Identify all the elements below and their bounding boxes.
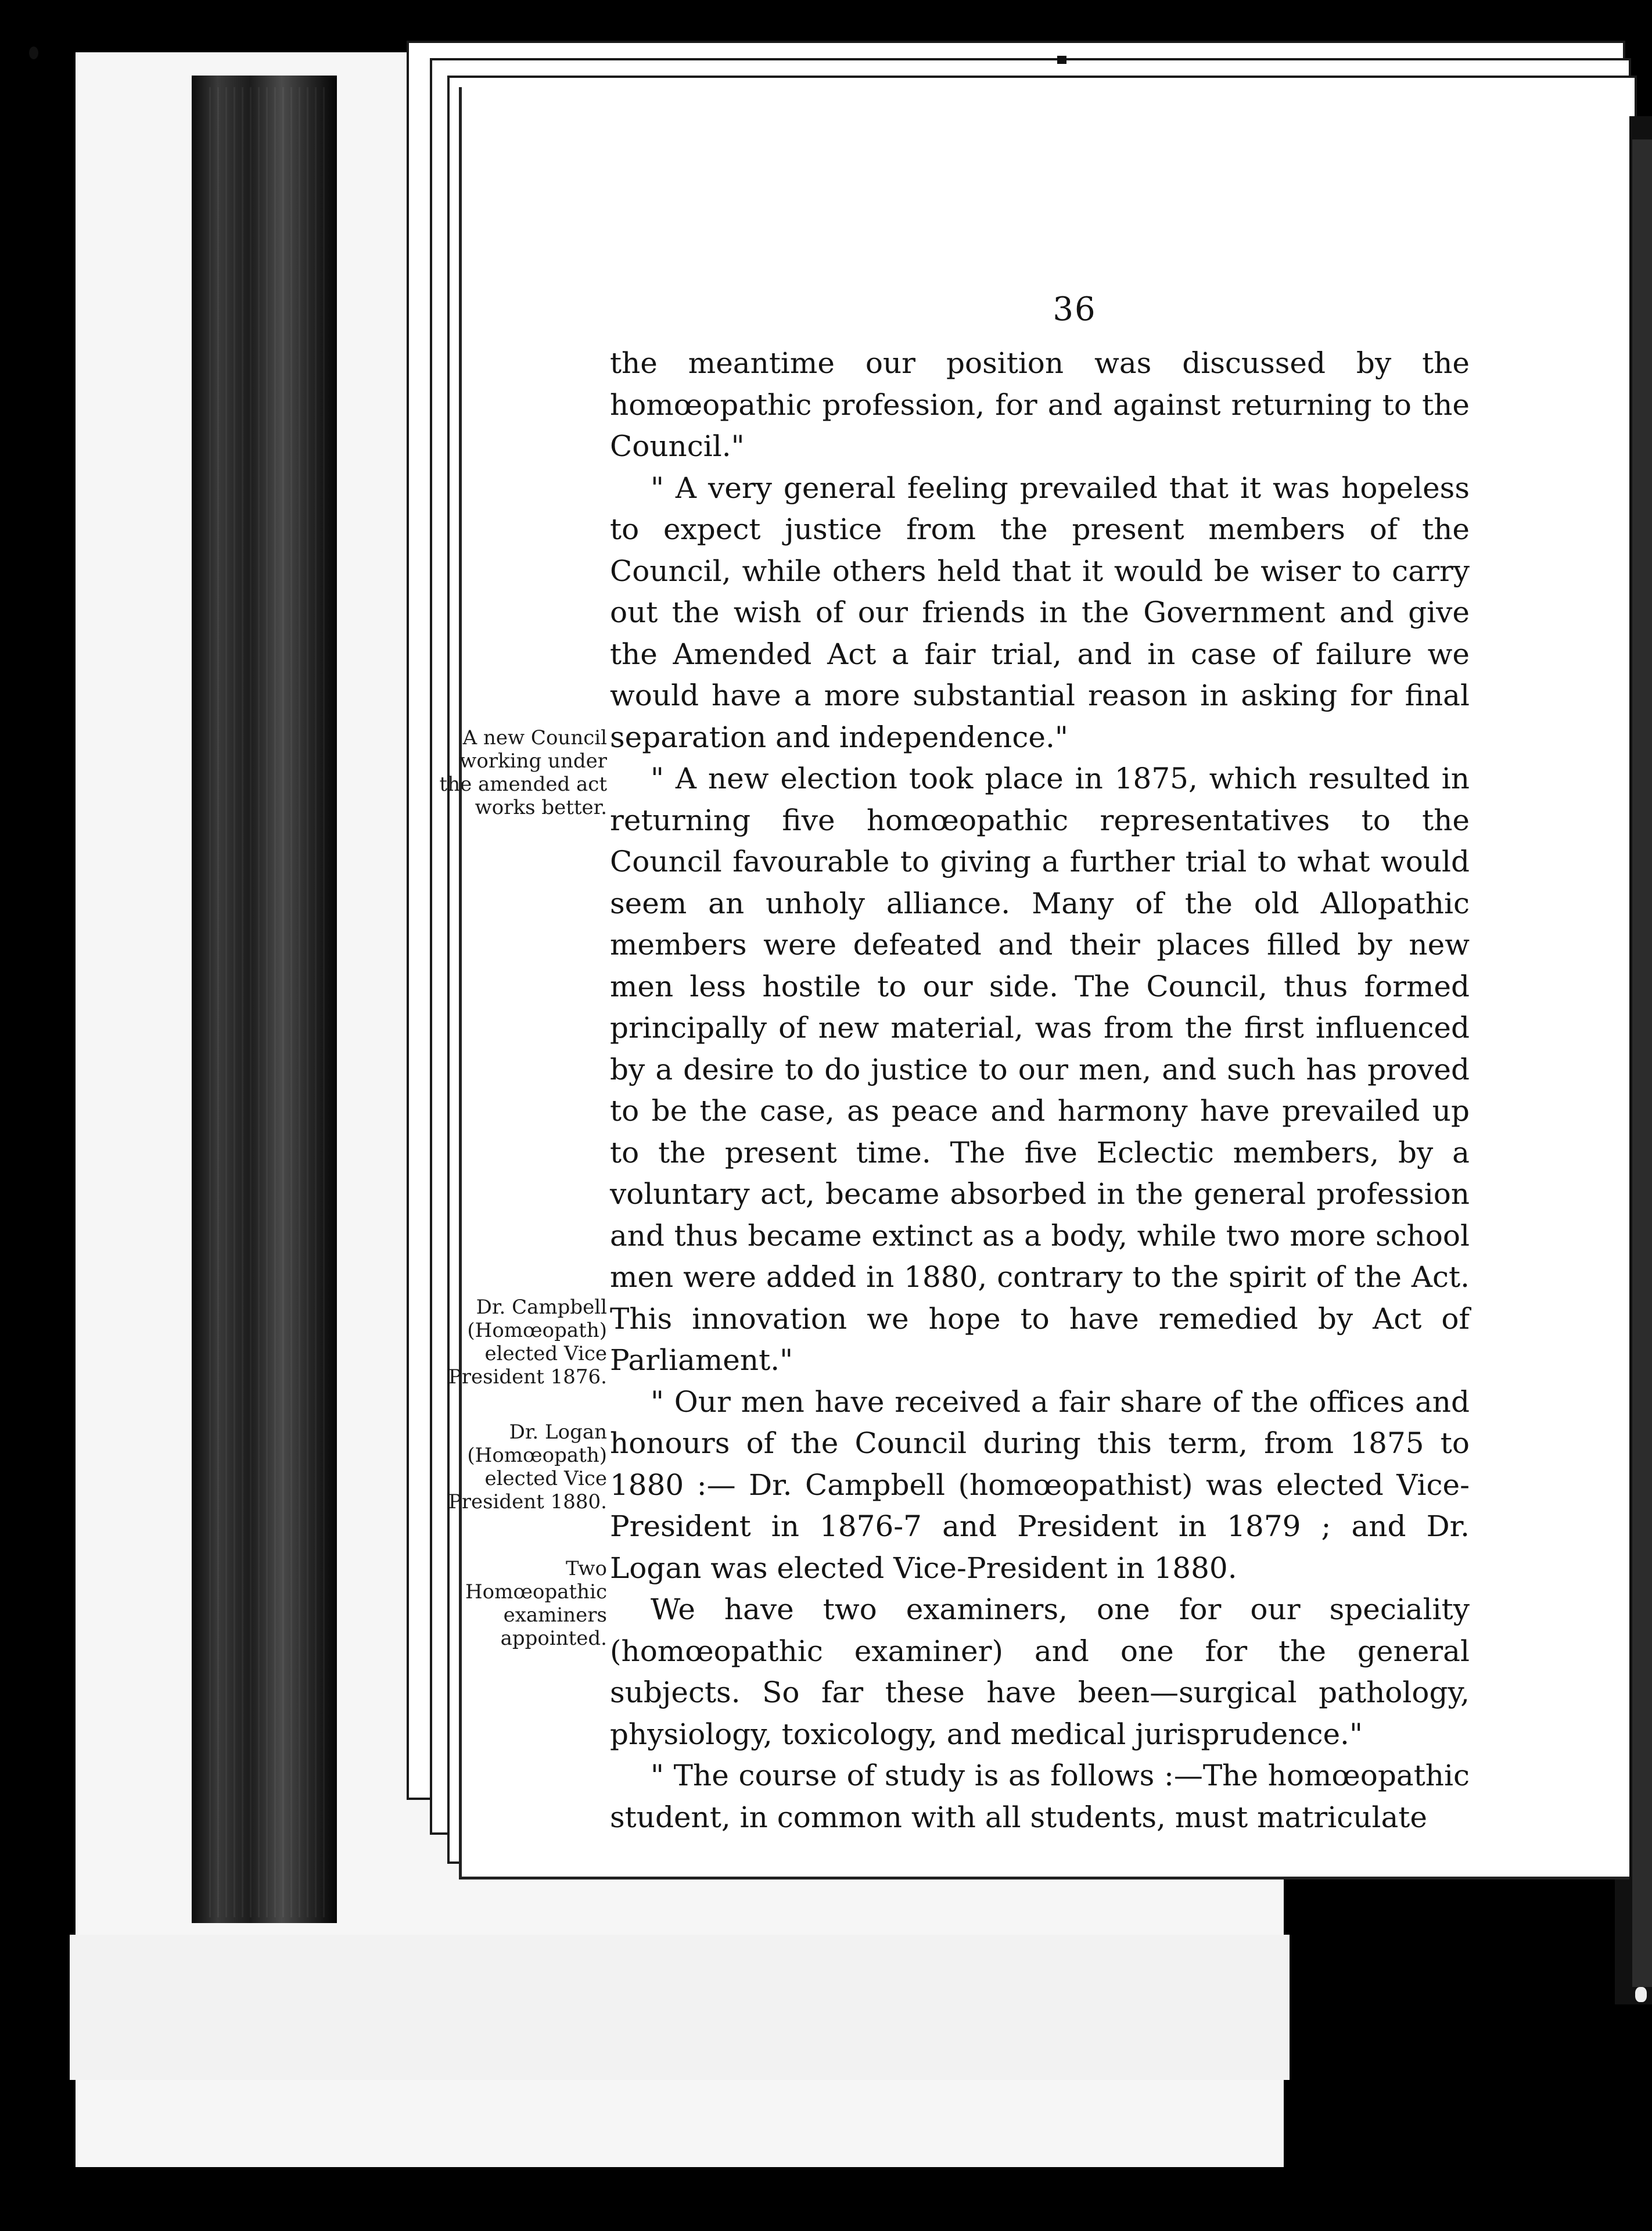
margin-note: Dr. Campbell (Homœopath) elected Vice President 1876. bbox=[448, 1296, 607, 1389]
book-edge-texture bbox=[209, 87, 325, 1917]
margin-note: Two Homœopathic examiners appointed. bbox=[465, 1557, 607, 1650]
paragraph: the meantime our position was discussed by the homœopathic profession, for and against returning to the Council." bbox=[610, 346, 1470, 463]
paragraph: We have two examiners, one for our speciality (homœopathic examiner) and one for the general subjects. So far these have been—surgical pathology, physiology, toxicology, and medical jurisprudence." bbox=[610, 1592, 1470, 1751]
page-number: 36 bbox=[1053, 290, 1097, 328]
scan-speck bbox=[1057, 56, 1066, 64]
facing-page-edge bbox=[1632, 139, 1652, 1987]
scan-speck bbox=[1635, 1987, 1647, 2002]
scan-bottom-margin bbox=[70, 1935, 1290, 2080]
paragraph: " The course of study is as follows :—The homœopathic student, in common with all students, must matriculate bbox=[610, 1759, 1470, 1834]
scan-speck bbox=[29, 46, 38, 59]
paragraph: " Our men have received a fair share of the offices and honours of the Council during this term, from 1875 to 1880 :— Dr. Campbell (homœopathist) was elected Vice-President in 1876-7 and President in 1879 ; and Dr. Logan was elected Vice-President in 1880. bbox=[610, 1384, 1470, 1585]
margin-note: A new Council working under the amended act works better. bbox=[439, 726, 607, 819]
margin-note: Dr. Logan (Homœopath) elected Vice President 1880. bbox=[448, 1421, 607, 1513]
main-text bbox=[610, 343, 1470, 1838]
paragraph: " A very general feeling prevailed that it was hopeless to expect justice from the present members of the Council, while others held that it would be wiser to carry out the wish of our friends in the Government and give the Amended Act a fair trial, and in case of failure we would have a more substantial reason in asking for final separation and independence." bbox=[610, 471, 1470, 754]
paragraph: " A new election took place in 1875, which resulted in returning five homœopathic representatives to the Council favourable to giving a further trial to what would seem an unholy alliance. Many of the old Allopathic members were defeated and their places filled by new men less hostile to our side. The Council, thus formed principally of new material, was from the first influenced by a desire to do justice to our men, and such has proved to be the case, as peace and harmony have prevailed up to the present time. The five Eclectic members, by a voluntary act, became absorbed in the general profession and thus became extinct as a body, while two more school men were added in 1880, contrary to the spirit of the Act. This innovation we hope to have remedied by Act of Parliament." bbox=[610, 762, 1470, 1377]
